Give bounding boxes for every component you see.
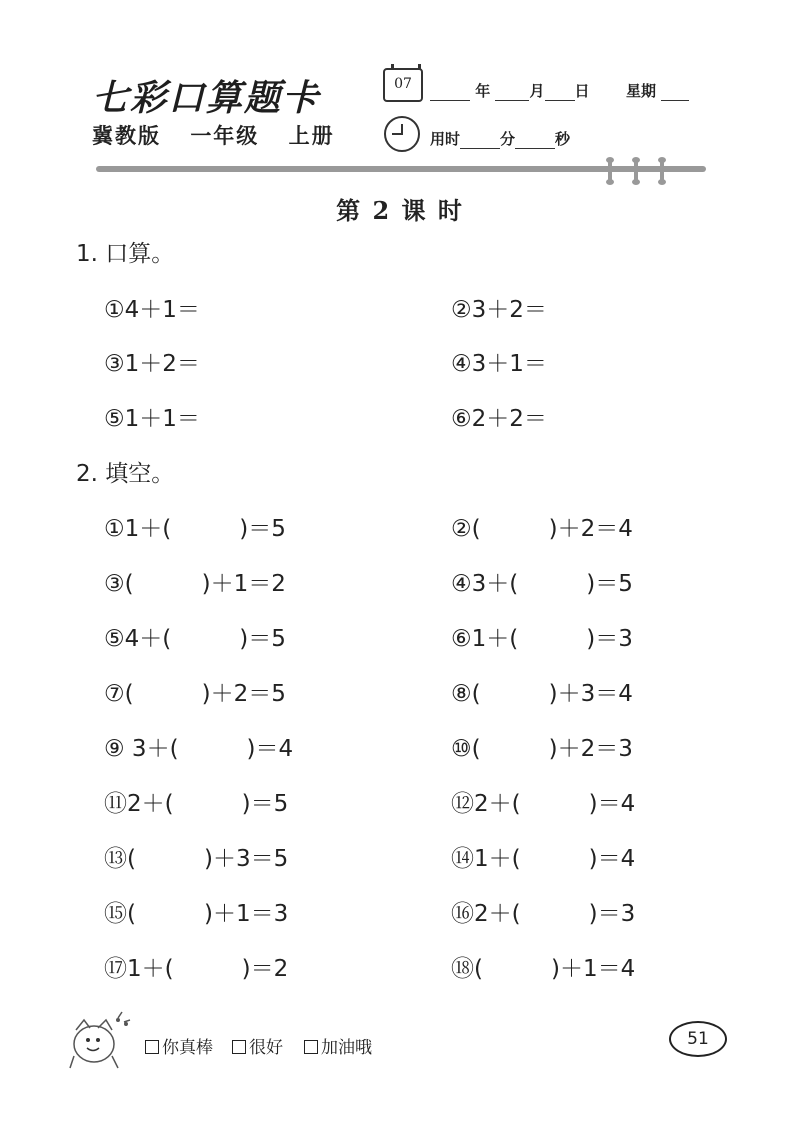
- fill-item-suffix: )＝3: [588, 901, 636, 927]
- minute-label: 分: [500, 130, 516, 148]
- time-used-label: 用时: [430, 130, 461, 148]
- day-blank[interactable]: [545, 86, 575, 101]
- second-blank[interactable]: [515, 134, 555, 149]
- fill-item-suffix: )＋2＝5: [201, 681, 286, 707]
- checkbox[interactable]: [304, 1040, 318, 1054]
- year-blank[interactable]: [430, 86, 470, 101]
- oral-item: ②3＋2＝: [451, 297, 547, 323]
- fill-item: [104, 950, 288, 983]
- date-line: [430, 80, 689, 101]
- fill-item-prefix: ⑱(: [451, 956, 483, 982]
- fill-item: [104, 895, 288, 928]
- oral-item: ①4＋1＝: [104, 297, 200, 323]
- section-1-title: 1. 口算。: [76, 241, 175, 267]
- fill-item-prefix: ②(: [451, 516, 481, 542]
- oral-item: ⑥2＋2＝: [451, 406, 547, 432]
- oral-item: ③1＋2＝: [104, 351, 200, 377]
- fill-item: [451, 620, 633, 653]
- year-label: 年: [475, 82, 491, 100]
- edition-grade: 一年级: [190, 123, 260, 148]
- fill-item: [451, 510, 633, 543]
- fill-item-suffix: )＋3＝5: [203, 846, 289, 872]
- fill-item-prefix: ⑬(: [104, 846, 136, 872]
- minute-blank[interactable]: [460, 134, 500, 149]
- fill-item-prefix: ⑩(: [451, 736, 481, 762]
- fill-item-suffix: )＋3＝4: [548, 681, 633, 707]
- fill-item-suffix: )＝4: [588, 846, 636, 872]
- fill-item: [104, 510, 286, 543]
- oral-item: ④3＋1＝: [451, 351, 547, 377]
- weekday-label: 星期: [625, 82, 656, 100]
- rating-label: 加油哦: [321, 1038, 372, 1058]
- fill-item-prefix: ⑥1＋(: [451, 626, 519, 652]
- fill-item-prefix: ⑤4＋(: [104, 626, 172, 652]
- fill-item-suffix: )＝5: [241, 791, 289, 817]
- header-divider: [96, 166, 706, 172]
- fill-item: [104, 785, 288, 818]
- fill-item-suffix: )＝4: [588, 791, 636, 817]
- rating-option[interactable]: [145, 1033, 213, 1058]
- fill-item-prefix: ⑫2＋(: [451, 791, 521, 817]
- rating-option[interactable]: [232, 1033, 283, 1058]
- fill-item: [451, 785, 635, 818]
- fill-item-suffix: )＝3: [586, 626, 633, 652]
- fill-item-prefix: ①1＋(: [104, 516, 172, 542]
- weekday-blank[interactable]: [661, 86, 689, 101]
- rating-option[interactable]: [304, 1033, 372, 1058]
- lesson-title: 第 2 课 时: [336, 196, 464, 225]
- fill-item: [104, 675, 286, 708]
- fill-item-prefix: ⑭1＋(: [451, 846, 521, 872]
- edition-publisher: 冀教版: [92, 123, 161, 148]
- fill-item-prefix: ⑦(: [104, 681, 134, 707]
- fill-item-suffix: )＝5: [586, 571, 633, 597]
- fill-item-prefix: ⑰1＋(: [104, 956, 174, 982]
- rating-label: 你真棒: [162, 1038, 213, 1058]
- divider-pin: [608, 160, 612, 182]
- fill-item: [104, 620, 286, 653]
- fill-item: [451, 675, 633, 708]
- fill-item-suffix: )＋1＝2: [201, 571, 286, 597]
- fill-item-prefix: ④3＋(: [451, 571, 519, 597]
- edition-volume: 上册: [288, 123, 335, 148]
- month-blank[interactable]: [495, 86, 529, 101]
- fill-item: [451, 950, 635, 983]
- day-label: 日: [574, 82, 590, 100]
- fill-item-prefix: ③(: [104, 571, 134, 597]
- second-label: 秒: [555, 130, 571, 148]
- fill-item-prefix: ⑪2＋(: [104, 791, 174, 817]
- fill-item: [451, 895, 635, 928]
- brand-logo: 七彩口算题卡: [92, 77, 321, 119]
- fill-item: [451, 840, 635, 873]
- month-label: 月: [529, 82, 545, 100]
- fill-item: [451, 565, 633, 598]
- fill-item: [104, 840, 288, 873]
- divider-pin: [660, 160, 664, 182]
- page-number: 51: [669, 1021, 727, 1057]
- fill-item-suffix: )＝4: [246, 736, 294, 762]
- fill-item-suffix: )＋2＝4: [548, 516, 633, 542]
- rating-label: 很好: [249, 1038, 283, 1058]
- fill-item-suffix: )＋1＝3: [203, 901, 289, 927]
- calendar-icon: [383, 68, 423, 102]
- oral-item: ⑤1＋1＝: [104, 406, 200, 432]
- checkbox[interactable]: [145, 1040, 159, 1054]
- divider-pin: [634, 160, 638, 182]
- calendar-number: 07: [394, 76, 412, 92]
- edition-line: [92, 120, 355, 150]
- fill-item-suffix: )＋2＝3: [548, 736, 633, 762]
- mascot-icon: [62, 1010, 132, 1072]
- fill-item-suffix: )＝2: [241, 956, 289, 982]
- fill-item: [104, 565, 286, 598]
- fill-item: [104, 730, 293, 763]
- fill-item-prefix: ⑯2＋(: [451, 901, 521, 927]
- fill-item: [451, 730, 633, 763]
- fill-item-suffix: )＝5: [239, 626, 286, 652]
- fill-item-prefix: ⑧(: [451, 681, 481, 707]
- fill-item-prefix: ⑨ 3＋(: [104, 736, 179, 762]
- fill-item-suffix: )＝5: [239, 516, 286, 542]
- clock-icon: [384, 116, 420, 152]
- checkbox[interactable]: [232, 1040, 246, 1054]
- fill-item-suffix: )＋1＝4: [550, 956, 636, 982]
- time-line: [430, 128, 570, 149]
- section-2-title: 2. 填空。: [76, 461, 175, 487]
- fill-item-prefix: ⑮(: [104, 901, 136, 927]
